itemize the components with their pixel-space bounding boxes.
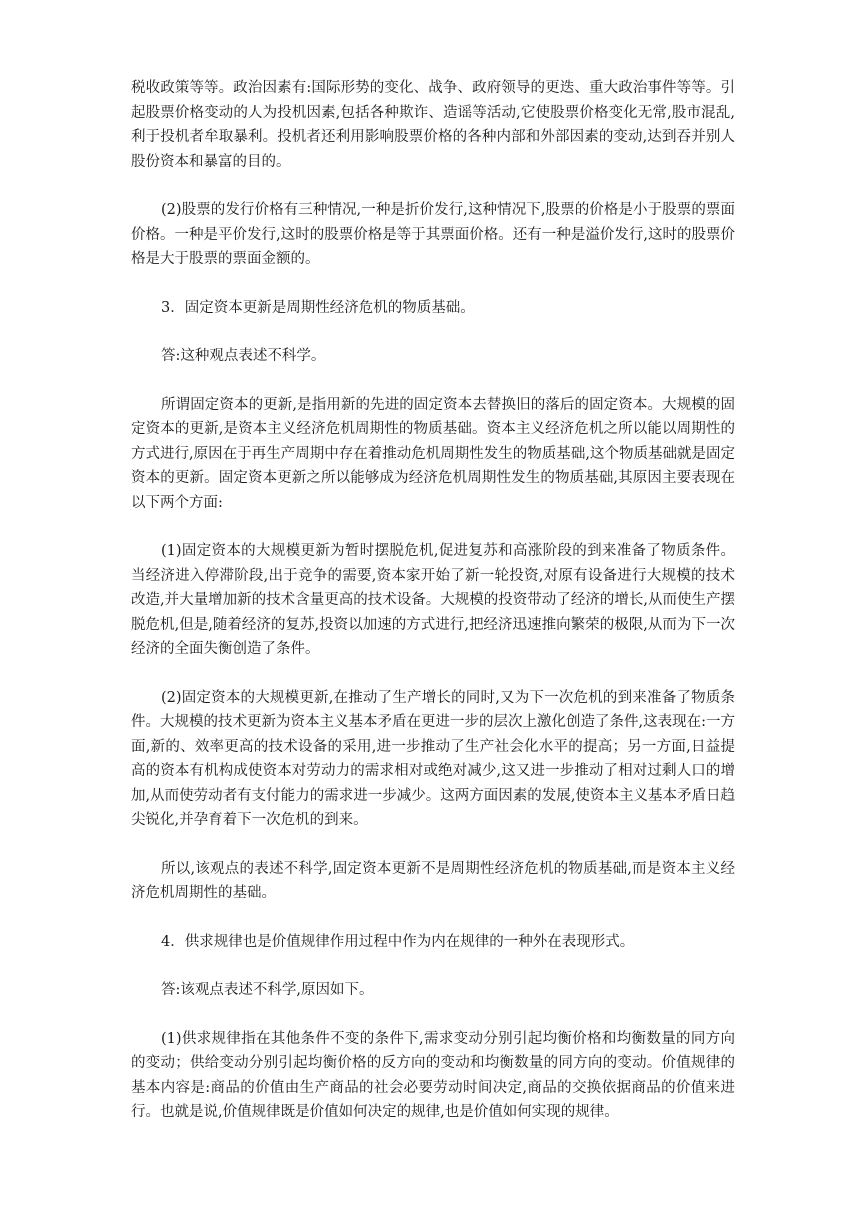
document-page (131, 76, 735, 1149)
paragraph-stock-issue-price: (2)股票的发行价格有三种情况,一种是折价发行,这种情况下,股票的价格是小于股票的票面价格。一种是平价发行,这时的股票价格是等于其票面价格。还有一种是溢价发行,这时的股票价格是大于股票的票面金额的。 (131, 202, 735, 267)
paragraph-point-1: (1)固定资本的大规模更新为暂时摆脱危机,促进复苏和高涨阶段的到来准备了物质条件。当经济进入停滞阶段,出于竞争的需要,资本家开始了新一轮投资,对原有设备进行大规模的技术改造,并大量增加新的技术含量更高的技术设备。大规模的投资带动了经济的增长,从而使生产摆脱危机,但是,随着经济的复苏,投资以加速的方式进行,把经济迅速推向繁荣的极限,从而为下一次经济的全面失衡创造了条件。 (131, 543, 735, 657)
answer-3-lead: 答:这种观点表述不科学。 (161, 348, 326, 364)
paragraph-fixed-capital-renewal: 所谓固定资本的更新,是指用新的先进的固定资本去替换旧的落后的固定资本。大规模的固定资本的更新,是资本主义经济危机周期性的物质基础。资本主义经济危机之所以能以周期性的方式进行,原因在于再生产周期中存在着推动危机周期性发生的物质基础,这个物质基础就是固定资本的更新。固定资本更新之所以能够成为经济危机周期性发生的物质基础,其原因主要表现在以下两个方面: (131, 396, 735, 511)
paragraph-supply-demand-law: (1)供求规律指在其他条件不变的条件下,需求变动分别引起均衡价格和均衡数量的同方向的变动；供给变动分别引起均衡价格的反方向的变动和均衡数量的同方向的变动。价值规律的基本内容是:商品的价值由生产商品的社会必要劳动时间决定,商品的交换依据商品的价值来进行。也就是说,价值规律既是价值如何决定的规律,也是价值如何实现的规律。 (131, 1030, 735, 1120)
question-4-heading: 4．供求规律也是价值规律作用过程中作为内在规律的一种外在表现形式。 (161, 933, 635, 950)
paragraph-continuation: 税收政策等等。政治因素有:国际形势的变化、战争、政府领导的更迭、重大政治事件等等。引起股票价格变动的人为投机因素,包括各种欺诈、造谣等活动,它使股票价格变化无常,股市混乱,利于投机者牟取暴利。投机者还利用影响股票价格的各种内部和外部因素的变动,达到吞并别人股份资本和暴富的目的。 (131, 80, 735, 170)
question-3-heading: 3．固定资本更新是周期性经济危机的物质基础。 (161, 299, 475, 316)
paragraph-conclusion-3: 所以,该观点的表述不科学,固定资本更新不是周期性经济危机的物质基础,而是资本主义经济危机周期性的基础。 (131, 860, 735, 901)
answer-4-lead: 答:该观点表述不科学,原因如下。 (161, 982, 374, 998)
paragraph-point-2: (2)固定资本的大规模更新,在推动了生产增长的同时,又为下一次危机的到来准备了物质条件。大规模的技术更新为资本主义基本矛盾在更进一步的层次上激化创造了条件,这表现在:一方面,新的、效率更高的技术设备的采用,进一步推动了生产社会化水平的提高；另一方面,日益提高的资本有机构成使资本对劳动力的需求相对或绝对减少,这又进一步推动了相对过剩人口的增加,从而使劳动者有支付能力的需求进一步减少。这两方面因素的发展,使资本主义基本矛盾日趋尖锐化,并孕育着下一次危机的到来。 (131, 689, 735, 828)
